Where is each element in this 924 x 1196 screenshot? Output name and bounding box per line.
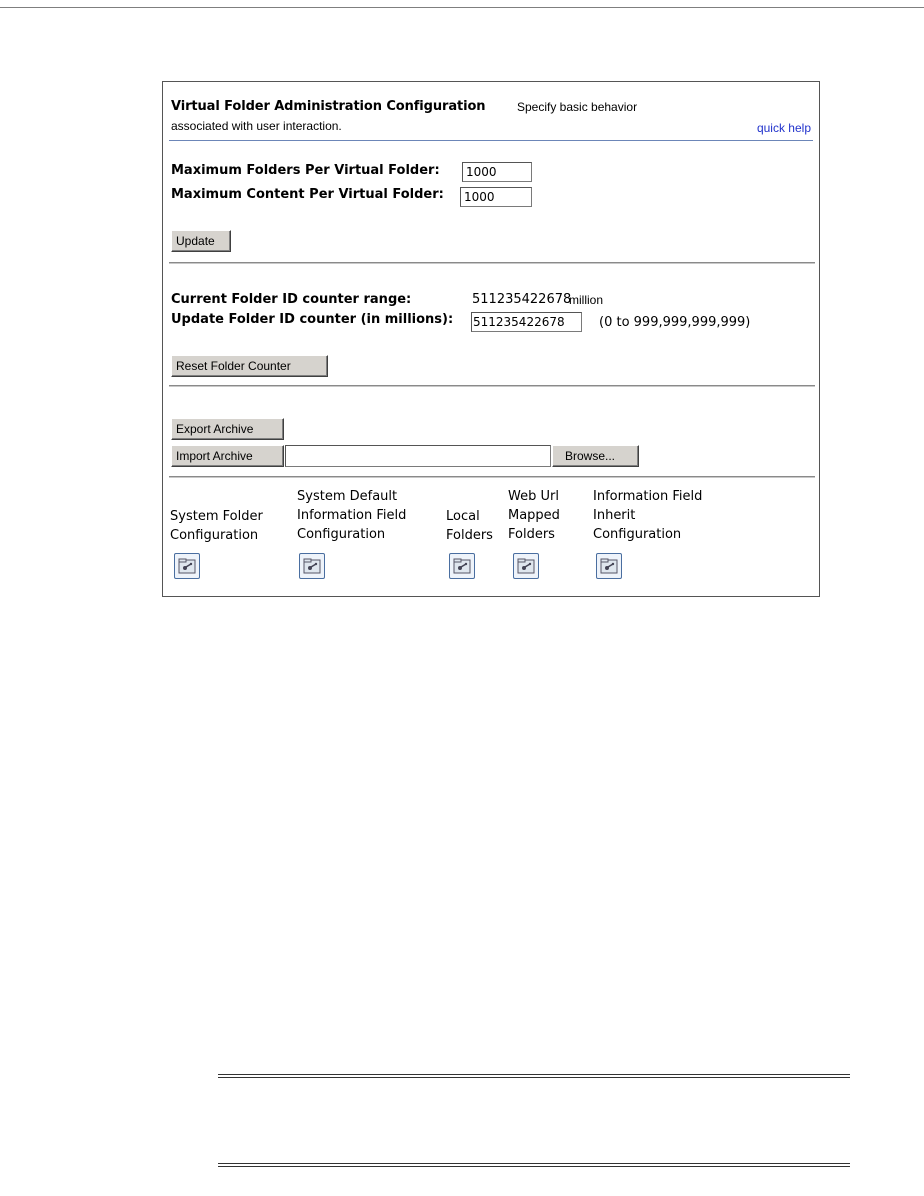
virtual-folder-admin-panel bbox=[162, 81, 820, 597]
max-content-label: Maximum Content Per Virtual Folder: bbox=[171, 187, 444, 202]
local-folders-label: Local Folders bbox=[446, 509, 493, 543]
browse-button[interactable]: Browse... bbox=[552, 445, 639, 467]
page-header-rule bbox=[0, 7, 924, 8]
update-counter-label: Update Folder ID counter (in millions): bbox=[171, 312, 454, 327]
panel-title: Virtual Folder Administration Configuration bbox=[171, 99, 486, 114]
title-divider bbox=[169, 140, 813, 141]
web-url-mapped-folders-label: Web Url Mapped Folders bbox=[508, 489, 560, 542]
counter-range-hint: (0 to 999,999,999,999) bbox=[599, 315, 751, 330]
folder-config-icon bbox=[600, 558, 618, 574]
update-button[interactable]: Update bbox=[171, 230, 231, 252]
system-folder-config-button[interactable] bbox=[174, 553, 200, 579]
reset-folder-counter-button[interactable]: Reset Folder Counter bbox=[171, 355, 328, 377]
update-counter-input[interactable] bbox=[471, 312, 582, 332]
note-bottom-rule-inner bbox=[218, 1166, 850, 1167]
web-url-mapped-folders-button[interactable] bbox=[513, 553, 539, 579]
folder-config-icon bbox=[178, 558, 196, 574]
folder-config-icon bbox=[453, 558, 471, 574]
section-divider bbox=[169, 385, 815, 387]
max-content-input[interactable] bbox=[460, 187, 532, 207]
section-divider bbox=[169, 262, 815, 264]
note-top-rule-inner bbox=[218, 1077, 850, 1078]
system-default-info-field-config-label: System Default Information Field Configuration bbox=[297, 489, 407, 542]
panel-description: Specify basic behavior bbox=[517, 100, 638, 114]
max-folders-label: Maximum Folders Per Virtual Folder: bbox=[171, 163, 440, 178]
note-top-rule bbox=[218, 1074, 850, 1075]
system-default-info-field-config-button[interactable] bbox=[299, 553, 325, 579]
import-file-path-input[interactable] bbox=[285, 445, 551, 467]
current-counter-value: 511235422678 bbox=[472, 292, 572, 307]
info-field-inherit-config-label: Information Field Inherit Configuration bbox=[593, 489, 703, 542]
quick-help-link[interactable]: quick help bbox=[756, 121, 811, 135]
current-counter-label: Current Folder ID counter range: bbox=[171, 292, 412, 307]
current-counter-unit: million bbox=[569, 293, 604, 307]
section-divider bbox=[169, 476, 815, 478]
info-field-inherit-config-button[interactable] bbox=[596, 553, 622, 579]
local-folders-button[interactable] bbox=[449, 553, 475, 579]
import-archive-button[interactable]: Import Archive bbox=[171, 445, 284, 467]
panel-description-continued: associated with user interaction. bbox=[171, 119, 342, 133]
export-archive-button[interactable]: Export Archive bbox=[171, 418, 284, 440]
folder-config-icon bbox=[303, 558, 321, 574]
system-folder-config-label: System Folder Configuration bbox=[170, 509, 263, 543]
folder-config-icon bbox=[517, 558, 535, 574]
max-folders-input[interactable] bbox=[462, 162, 532, 182]
note-bottom-rule bbox=[218, 1163, 850, 1164]
